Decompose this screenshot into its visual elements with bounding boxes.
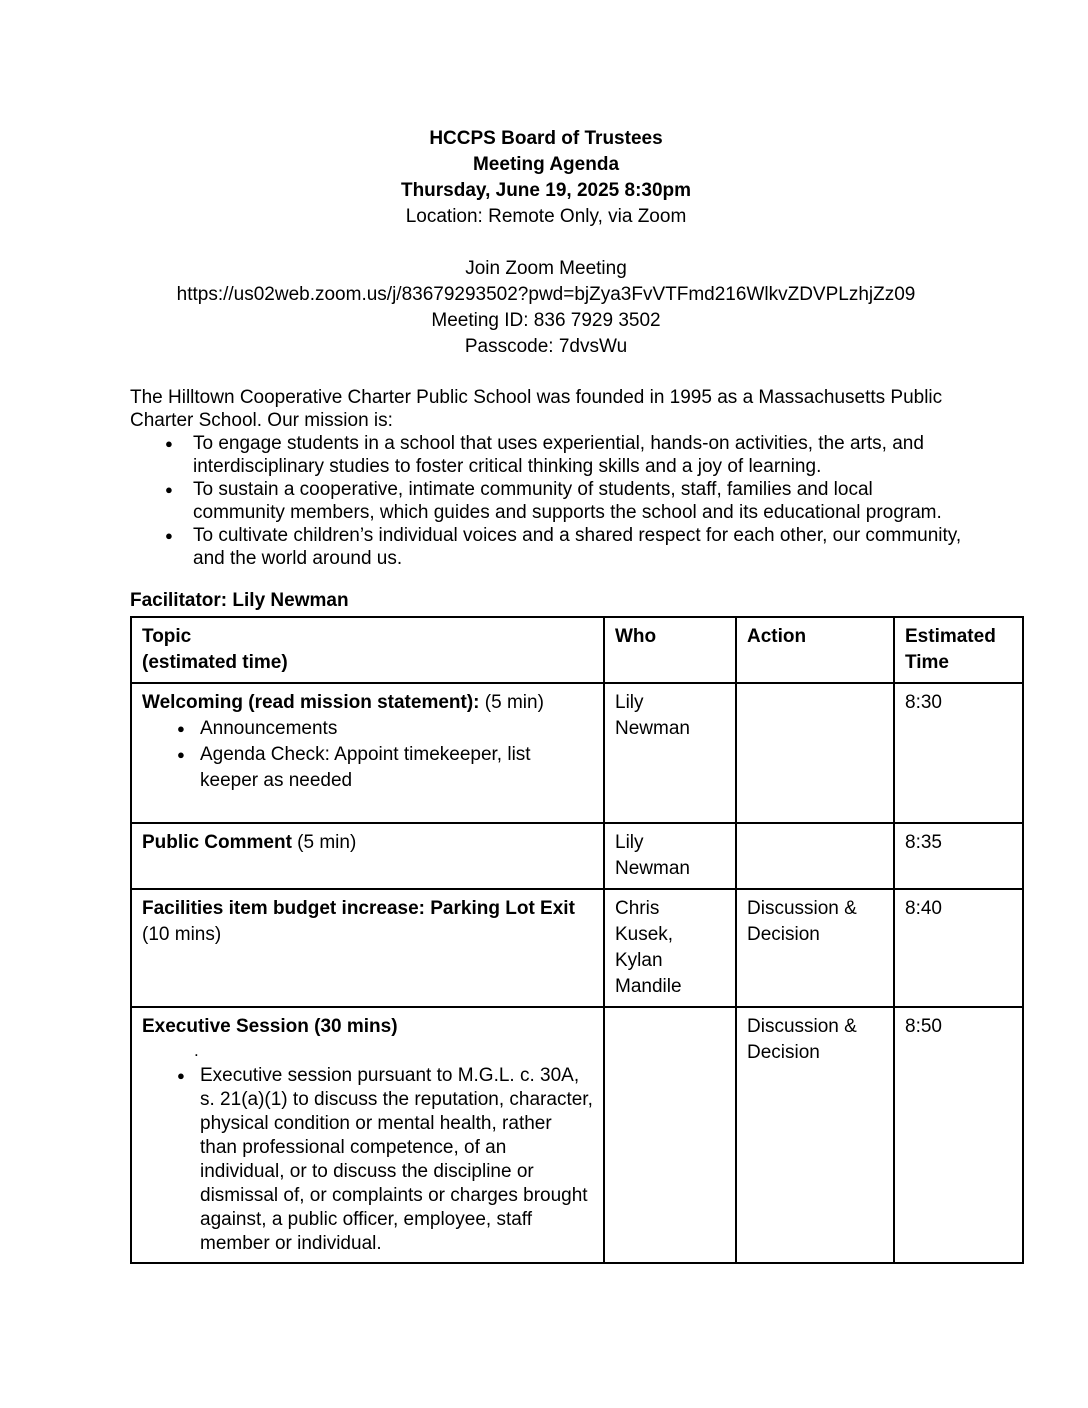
doc-date: Thursday, June 19, 2025 8:30pm: [400, 180, 692, 201]
zoom-meeting-url: https://us02web.zoom.us/j/83679293502?pwd=bjZya3FvVTFmd216WlkvZDVPLzhjZz09: [176, 284, 916, 305]
agenda-row-welcoming: [131, 683, 1023, 823]
doc-title: HCCPS Board of Trustees: [429, 128, 663, 149]
time-cell: 8:50: [894, 1007, 1023, 1263]
topic-duration: (5 min): [479, 692, 544, 713]
mission-item: [165, 478, 962, 524]
agenda-bullet-text: Agenda Check: Appoint timekeeper, list keeper as needed: [200, 744, 531, 791]
mission-list: [130, 432, 962, 570]
agenda-bullet-item: [177, 716, 593, 742]
who-cell: Chris Kusek, Kylan Mandile: [604, 889, 736, 1007]
bullet-icon: ●: [165, 482, 173, 497]
topic-title: Welcoming (read mission statement):: [142, 692, 480, 713]
topic-cell: [131, 823, 604, 889]
zoom-meeting-id: Meeting ID: 836 7929 3502: [431, 310, 661, 331]
bullet-icon: ●: [165, 528, 173, 543]
agenda-bullet-text: Announcements: [200, 718, 338, 739]
time-cell: 8:30: [894, 683, 1023, 823]
action-cell: [736, 683, 894, 823]
agenda-bullet-item: [177, 1064, 593, 1256]
dot-line: .: [194, 1041, 199, 1060]
topic-title: Facilities item budget increase: Parking Lot Exit: [142, 898, 575, 919]
col-header-who: Who: [604, 617, 736, 683]
mission-item: [165, 524, 962, 570]
doc-subtitle: Meeting Agenda: [472, 154, 620, 175]
mission-item: [165, 432, 962, 478]
bullet-icon: ●: [177, 747, 185, 762]
action-cell: [736, 823, 894, 889]
who-cell: [604, 1007, 736, 1263]
topic-bullet-list: [142, 716, 593, 794]
zoom-passcode: Passcode: 7dvsWu: [464, 336, 628, 357]
action-cell: Discussion & Decision: [736, 889, 894, 1007]
agenda-row-facilities: [131, 889, 1023, 1007]
mission-item-text: To engage students in a school that uses experiential, hands-on activities, the arts, and interdisciplinary studies to foster critical thinking skills and a joy of learning.: [193, 433, 924, 477]
facilitator-line: Facilitator: Lily Newman: [130, 590, 349, 611]
topic-duration: (5 min): [291, 832, 357, 853]
intro-paragraph: The Hilltown Cooperative Charter Public School was founded in 1995 as a Massachusetts Public Charter School. Our mission is:: [130, 387, 943, 431]
col-header-topic-line1: Topic: [142, 626, 192, 647]
col-header-topic: [131, 617, 604, 683]
who-cell: Lily Newman: [604, 823, 736, 889]
agenda-row-public-comment: [131, 823, 1023, 889]
agenda-table: [130, 616, 1024, 1264]
topic-cell: [131, 1007, 604, 1263]
time-cell: 8:35: [894, 823, 1023, 889]
doc-location: Location: Remote Only, via Zoom: [405, 206, 687, 227]
topic-cell: [131, 889, 604, 1007]
bullet-icon: ●: [165, 436, 173, 451]
zoom-join-heading: Join Zoom Meeting: [465, 258, 627, 279]
document-header: [130, 126, 962, 230]
col-header-time: Estimated Time: [894, 617, 1023, 683]
topic-cell: [131, 683, 604, 823]
time-cell: 8:40: [894, 889, 1023, 1007]
bullet-icon: ●: [177, 721, 185, 736]
agenda-row-executive-session: [131, 1007, 1023, 1263]
agenda-bullet-text: Executive session pursuant to M.G.L. c. 30A, s. 21(a)(1) to discuss the reputation, character, physical condition or mental health, rather than professional competence, of an individual, or to discuss the discipline or dismissal of, or complaints or charges brought against, a public officer, employee, staff member or individual.: [200, 1065, 593, 1254]
action-cell: Discussion & Decision: [736, 1007, 894, 1263]
col-header-topic-line2: (estimated time): [142, 652, 288, 673]
topic-duration: (10 mins): [142, 924, 222, 945]
agenda-bullet-item: [177, 742, 593, 794]
mission-item-text: To sustain a cooperative, intimate community of students, staff, families and local community members, which guides and supports the school and its educational program.: [193, 479, 942, 523]
topic-title: Executive Session (30 mins): [142, 1016, 398, 1037]
col-header-action: Action: [736, 617, 894, 683]
who-cell: Lily Newman: [604, 683, 736, 823]
zoom-info-block: [130, 256, 962, 360]
bullet-icon: ●: [177, 1068, 185, 1083]
agenda-header-row: [131, 617, 1023, 683]
topic-title: Public Comment: [142, 832, 292, 853]
mission-item-text: To cultivate children’s individual voices and a shared respect for each other, our community, and the world around us.: [193, 525, 962, 569]
topic-bullet-list: [142, 1064, 593, 1256]
